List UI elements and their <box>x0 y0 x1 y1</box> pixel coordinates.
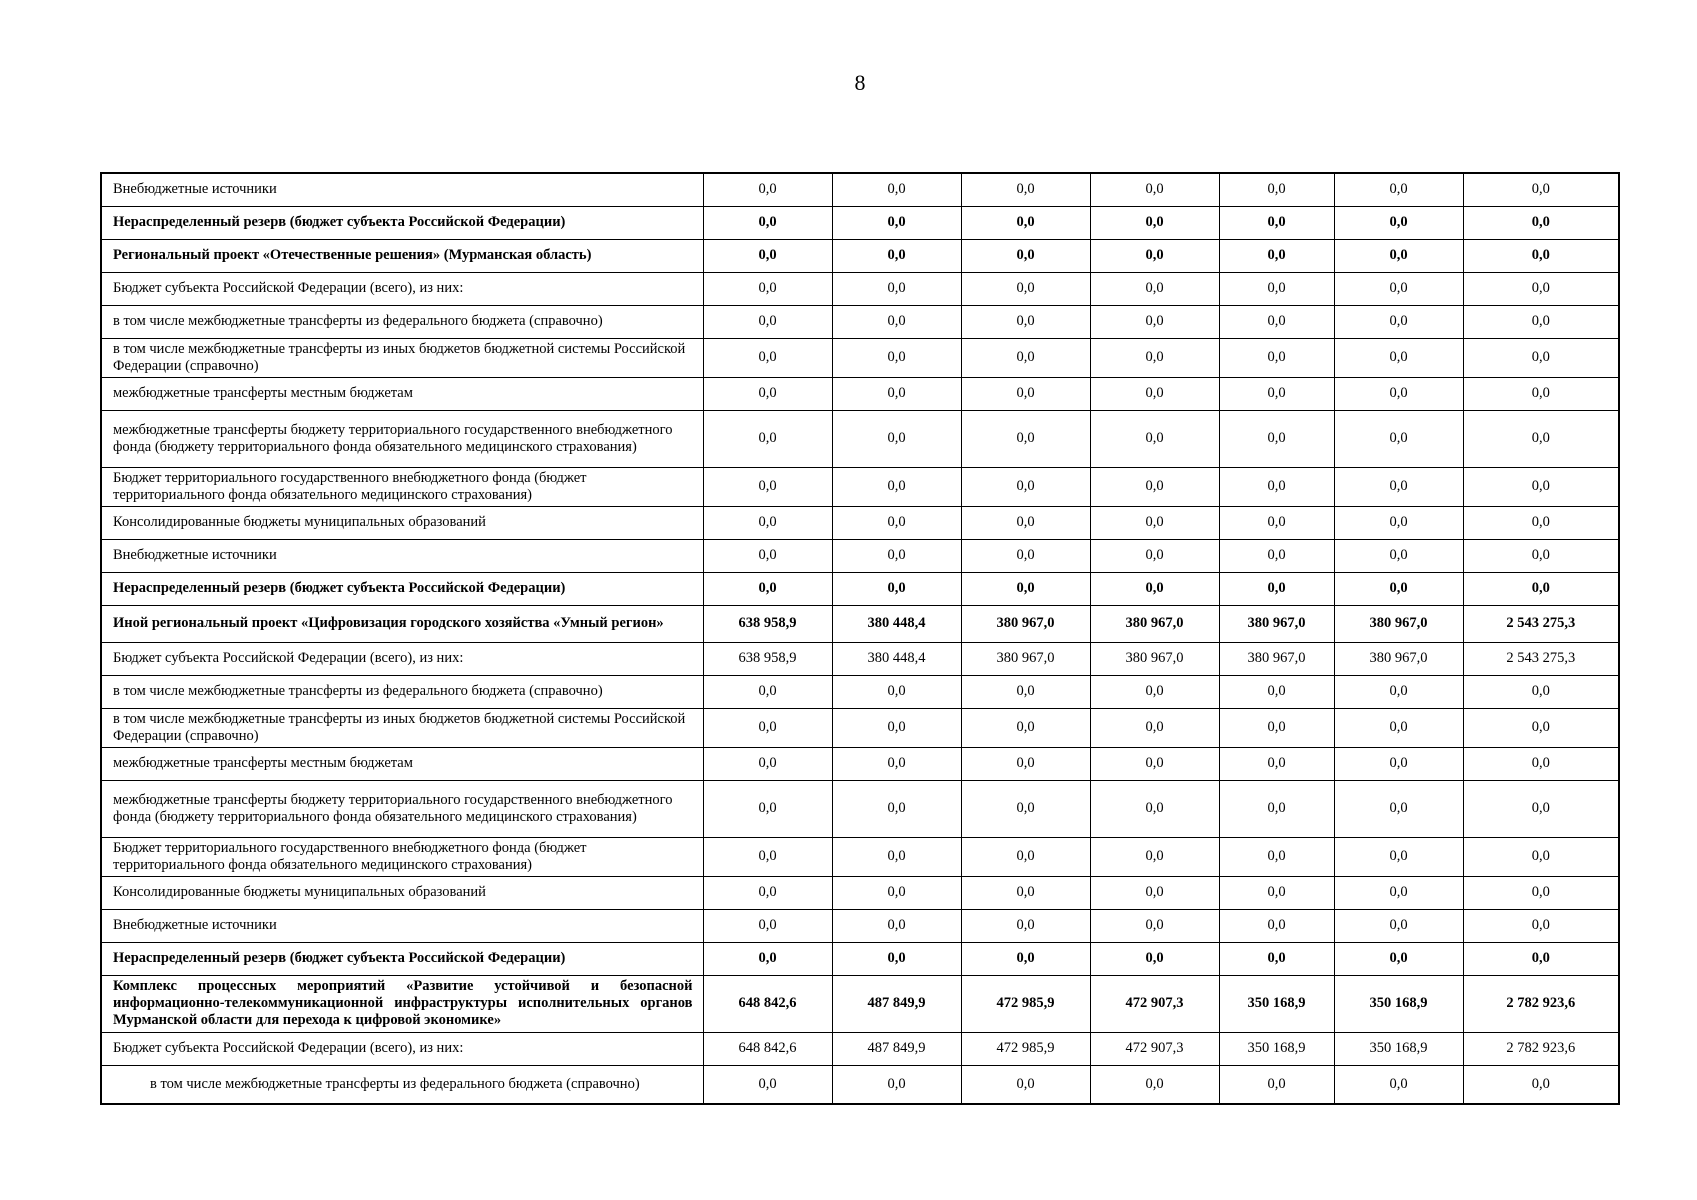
cell-value: 0,0 <box>832 539 961 572</box>
cell-value: 0,0 <box>1219 506 1334 539</box>
cell-value: 0,0 <box>1090 539 1219 572</box>
cell-value: 0,0 <box>703 239 832 272</box>
cell-value: 0,0 <box>1219 377 1334 410</box>
cell-total: 2 782 923,6 <box>1463 1032 1619 1065</box>
cell-value: 0,0 <box>1334 338 1463 377</box>
table-row <box>101 206 1619 239</box>
cell-value: 0,0 <box>1090 506 1219 539</box>
cell-total: 0,0 <box>1463 747 1619 780</box>
cell-value: 380 967,0 <box>1219 605 1334 642</box>
cell-value: 0,0 <box>703 539 832 572</box>
table-row <box>101 942 1619 975</box>
cell-value: 0,0 <box>832 239 961 272</box>
table-row <box>101 338 1619 377</box>
cell-value: 0,0 <box>961 410 1090 467</box>
page-number: 8 <box>854 70 866 95</box>
cell-value: 0,0 <box>832 675 961 708</box>
cell-value: 0,0 <box>703 876 832 909</box>
cell-value: 0,0 <box>961 173 1090 206</box>
table-row <box>101 642 1619 675</box>
table-row <box>101 837 1619 876</box>
cell-value: 0,0 <box>1090 338 1219 377</box>
cell-value: 0,0 <box>1219 305 1334 338</box>
cell-value: 0,0 <box>1334 747 1463 780</box>
cell-value: 638 958,9 <box>703 642 832 675</box>
cell-value: 0,0 <box>1334 837 1463 876</box>
cell-total: 0,0 <box>1463 272 1619 305</box>
cell-value: 0,0 <box>1219 909 1334 942</box>
cell-value: 380 967,0 <box>1090 605 1219 642</box>
cell-value: 350 168,9 <box>1219 1032 1334 1065</box>
cell-total: 0,0 <box>1463 506 1619 539</box>
cell-value: 0,0 <box>832 909 961 942</box>
table-row <box>101 675 1619 708</box>
cell-value: 648 842,6 <box>703 975 832 1032</box>
cell-total: 0,0 <box>1463 377 1619 410</box>
cell-value: 0,0 <box>1219 206 1334 239</box>
cell-value: 0,0 <box>1219 572 1334 605</box>
row-label: межбюджетные трансферты бюджету территориального государственного внебюджетного фонда (бюджету территориального фонда обязательного медицинского страхования) <box>101 410 703 467</box>
cell-value: 0,0 <box>961 206 1090 239</box>
table-row <box>101 305 1619 338</box>
row-label: Иной региональный проект «Цифровизация городского хозяйства «Умный регион» <box>101 605 703 642</box>
table-body <box>101 173 1619 1104</box>
cell-value: 0,0 <box>1090 837 1219 876</box>
cell-value: 0,0 <box>1334 467 1463 506</box>
cell-value: 0,0 <box>961 909 1090 942</box>
cell-value: 0,0 <box>1334 572 1463 605</box>
cell-value: 0,0 <box>961 837 1090 876</box>
cell-value: 0,0 <box>961 506 1090 539</box>
cell-value: 0,0 <box>961 539 1090 572</box>
cell-total: 0,0 <box>1463 876 1619 909</box>
cell-value: 0,0 <box>1334 377 1463 410</box>
cell-value: 0,0 <box>1334 708 1463 747</box>
cell-value: 380 967,0 <box>1090 642 1219 675</box>
row-label: Внебюджетные источники <box>101 539 703 572</box>
budget-table <box>100 172 1620 1105</box>
cell-value: 350 168,9 <box>1334 1032 1463 1065</box>
table-row <box>101 410 1619 467</box>
cell-value: 0,0 <box>1334 1065 1463 1104</box>
cell-value: 0,0 <box>1219 338 1334 377</box>
cell-value: 0,0 <box>1090 942 1219 975</box>
row-label: Бюджет субъекта Российской Федерации (всего), из них: <box>101 1032 703 1065</box>
table-row <box>101 780 1619 837</box>
cell-value: 0,0 <box>703 338 832 377</box>
table-row <box>101 539 1619 572</box>
cell-value: 380 967,0 <box>1334 642 1463 675</box>
cell-total: 0,0 <box>1463 239 1619 272</box>
row-label: межбюджетные трансферты местным бюджетам <box>101 377 703 410</box>
cell-total: 0,0 <box>1463 675 1619 708</box>
row-label: Бюджет территориального государственного внебюджетного фонда (бюджет территориального фонда обязательного медицинского страхования) <box>101 837 703 876</box>
cell-value: 0,0 <box>832 837 961 876</box>
cell-value: 0,0 <box>1219 675 1334 708</box>
cell-value: 0,0 <box>1334 206 1463 239</box>
cell-value: 0,0 <box>1334 780 1463 837</box>
row-label: Комплекс процессных мероприятий «Развитие устойчивой и безопасной информационно-телекоммуникационной инфраструктуры исполнительных органов Мурманской области для перехода к цифровой экономике» <box>101 975 703 1032</box>
cell-value: 0,0 <box>1090 305 1219 338</box>
cell-total: 0,0 <box>1463 708 1619 747</box>
row-label: Бюджет территориального государственного внебюджетного фонда (бюджет территориального фонда обязательного медицинского страхования) <box>101 467 703 506</box>
cell-value: 0,0 <box>703 173 832 206</box>
cell-total: 0,0 <box>1463 837 1619 876</box>
cell-value: 0,0 <box>703 206 832 239</box>
cell-value: 0,0 <box>703 377 832 410</box>
cell-total: 0,0 <box>1463 467 1619 506</box>
cell-value: 648 842,6 <box>703 1032 832 1065</box>
cell-value: 0,0 <box>832 206 961 239</box>
cell-value: 0,0 <box>961 708 1090 747</box>
cell-total: 0,0 <box>1463 305 1619 338</box>
table-row <box>101 272 1619 305</box>
cell-value: 0,0 <box>1219 1065 1334 1104</box>
cell-value: 0,0 <box>703 708 832 747</box>
cell-value: 0,0 <box>961 780 1090 837</box>
cell-value: 0,0 <box>1090 377 1219 410</box>
cell-value: 0,0 <box>1219 708 1334 747</box>
cell-value: 0,0 <box>703 305 832 338</box>
cell-value: 0,0 <box>832 506 961 539</box>
cell-value: 0,0 <box>1090 708 1219 747</box>
cell-value: 0,0 <box>1219 410 1334 467</box>
cell-value: 0,0 <box>832 338 961 377</box>
cell-value: 0,0 <box>1090 572 1219 605</box>
cell-value: 0,0 <box>832 572 961 605</box>
cell-value: 380 967,0 <box>1219 642 1334 675</box>
table-row <box>101 975 1619 1032</box>
table-row <box>101 747 1619 780</box>
cell-value: 0,0 <box>703 1065 832 1104</box>
cell-value: 0,0 <box>1090 876 1219 909</box>
row-label: Региональный проект «Отечественные решения» (Мурманская область) <box>101 239 703 272</box>
cell-value: 0,0 <box>1090 410 1219 467</box>
cell-value: 0,0 <box>961 675 1090 708</box>
cell-value: 0,0 <box>1334 239 1463 272</box>
row-label: в том числе межбюджетные трансферты из иных бюджетов бюджетной системы Российской Федерации (справочно) <box>101 708 703 747</box>
cell-total: 0,0 <box>1463 1065 1619 1104</box>
cell-value: 0,0 <box>1219 467 1334 506</box>
table-row <box>101 605 1619 642</box>
cell-total: 0,0 <box>1463 942 1619 975</box>
cell-value: 0,0 <box>961 747 1090 780</box>
row-label: Консолидированные бюджеты муниципальных образований <box>101 506 703 539</box>
cell-value: 350 168,9 <box>1334 975 1463 1032</box>
cell-total: 2 543 275,3 <box>1463 605 1619 642</box>
cell-value: 0,0 <box>832 708 961 747</box>
table-row <box>101 173 1619 206</box>
cell-value: 380 967,0 <box>1334 605 1463 642</box>
cell-value: 0,0 <box>1219 239 1334 272</box>
cell-value: 380 967,0 <box>961 605 1090 642</box>
cell-value: 0,0 <box>703 572 832 605</box>
row-label: Бюджет субъекта Российской Федерации (всего), из них: <box>101 642 703 675</box>
cell-total: 0,0 <box>1463 539 1619 572</box>
table-row <box>101 467 1619 506</box>
table-row <box>101 876 1619 909</box>
cell-value: 0,0 <box>961 305 1090 338</box>
cell-total: 0,0 <box>1463 410 1619 467</box>
cell-value: 0,0 <box>961 572 1090 605</box>
cell-value: 0,0 <box>703 467 832 506</box>
cell-value: 0,0 <box>1219 780 1334 837</box>
cell-value: 0,0 <box>1334 305 1463 338</box>
cell-value: 0,0 <box>961 1065 1090 1104</box>
cell-value: 0,0 <box>832 876 961 909</box>
cell-value: 0,0 <box>1334 909 1463 942</box>
row-label: Нераспределенный резерв (бюджет субъекта Российской Федерации) <box>101 206 703 239</box>
cell-value: 0,0 <box>832 272 961 305</box>
table-row <box>101 506 1619 539</box>
cell-value: 0,0 <box>961 377 1090 410</box>
cell-value: 0,0 <box>1334 272 1463 305</box>
cell-value: 0,0 <box>1090 909 1219 942</box>
cell-value: 0,0 <box>832 305 961 338</box>
cell-value: 380 448,4 <box>832 642 961 675</box>
cell-value: 0,0 <box>703 909 832 942</box>
table-row <box>101 909 1619 942</box>
row-label: Внебюджетные источники <box>101 909 703 942</box>
row-label: Нераспределенный резерв (бюджет субъекта Российской Федерации) <box>101 572 703 605</box>
cell-value: 0,0 <box>832 747 961 780</box>
cell-value: 0,0 <box>703 675 832 708</box>
row-label: в том числе межбюджетные трансферты из федерального бюджета (справочно) <box>101 305 703 338</box>
cell-value: 380 448,4 <box>832 605 961 642</box>
cell-value: 0,0 <box>1334 410 1463 467</box>
cell-value: 0,0 <box>1334 942 1463 975</box>
cell-total: 0,0 <box>1463 780 1619 837</box>
cell-value: 0,0 <box>1090 272 1219 305</box>
cell-value: 0,0 <box>1090 173 1219 206</box>
cell-value: 0,0 <box>832 467 961 506</box>
cell-value: 0,0 <box>703 747 832 780</box>
cell-value: 0,0 <box>961 942 1090 975</box>
cell-value: 0,0 <box>703 506 832 539</box>
cell-value: 487 849,9 <box>832 975 961 1032</box>
cell-value: 638 958,9 <box>703 605 832 642</box>
cell-total: 0,0 <box>1463 173 1619 206</box>
cell-value: 0,0 <box>832 410 961 467</box>
cell-value: 0,0 <box>703 837 832 876</box>
row-label: в том числе межбюджетные трансферты из иных бюджетов бюджетной системы Российской Федерации (справочно) <box>101 338 703 377</box>
cell-value: 0,0 <box>1334 506 1463 539</box>
cell-value: 0,0 <box>1219 876 1334 909</box>
cell-value: 0,0 <box>1334 173 1463 206</box>
cell-value: 0,0 <box>1090 675 1219 708</box>
cell-value: 0,0 <box>961 467 1090 506</box>
table-row <box>101 708 1619 747</box>
cell-value: 0,0 <box>832 377 961 410</box>
cell-value: 0,0 <box>1090 780 1219 837</box>
cell-value: 472 985,9 <box>961 1032 1090 1065</box>
table-row <box>101 377 1619 410</box>
cell-value: 0,0 <box>1219 837 1334 876</box>
table-row <box>101 239 1619 272</box>
row-label: Консолидированные бюджеты муниципальных образований <box>101 876 703 909</box>
row-label: Внебюджетные источники <box>101 173 703 206</box>
cell-value: 0,0 <box>1090 206 1219 239</box>
cell-value: 472 907,3 <box>1090 1032 1219 1065</box>
cell-value: 0,0 <box>1219 272 1334 305</box>
cell-value: 0,0 <box>1334 675 1463 708</box>
cell-value: 0,0 <box>1334 876 1463 909</box>
cell-value: 0,0 <box>1334 539 1463 572</box>
cell-total: 0,0 <box>1463 338 1619 377</box>
cell-value: 350 168,9 <box>1219 975 1334 1032</box>
cell-total: 2 543 275,3 <box>1463 642 1619 675</box>
cell-value: 0,0 <box>961 338 1090 377</box>
table-row <box>101 1032 1619 1065</box>
cell-value: 472 907,3 <box>1090 975 1219 1032</box>
cell-value: 0,0 <box>1090 239 1219 272</box>
cell-value: 0,0 <box>1219 942 1334 975</box>
cell-value: 0,0 <box>1090 747 1219 780</box>
cell-total: 0,0 <box>1463 206 1619 239</box>
cell-value: 0,0 <box>1219 747 1334 780</box>
row-label: в том числе межбюджетные трансферты из федерального бюджета (справочно) <box>101 1065 703 1104</box>
cell-value: 380 967,0 <box>961 642 1090 675</box>
table-row <box>101 572 1619 605</box>
cell-value: 0,0 <box>703 272 832 305</box>
cell-value: 0,0 <box>1219 173 1334 206</box>
cell-value: 472 985,9 <box>961 975 1090 1032</box>
cell-value: 0,0 <box>832 1065 961 1104</box>
row-label: Бюджет субъекта Российской Федерации (всего), из них: <box>101 272 703 305</box>
cell-value: 0,0 <box>832 780 961 837</box>
cell-value: 0,0 <box>1219 539 1334 572</box>
cell-value: 0,0 <box>1090 1065 1219 1104</box>
row-label: Нераспределенный резерв (бюджет субъекта Российской Федерации) <box>101 942 703 975</box>
cell-value: 0,0 <box>832 942 961 975</box>
table-row <box>101 1065 1619 1104</box>
cell-value: 0,0 <box>1090 467 1219 506</box>
cell-value: 0,0 <box>703 942 832 975</box>
cell-total: 2 782 923,6 <box>1463 975 1619 1032</box>
row-label: в том числе межбюджетные трансферты из федерального бюджета (справочно) <box>101 675 703 708</box>
cell-value: 0,0 <box>703 410 832 467</box>
row-label: межбюджетные трансферты бюджету территориального государственного внебюджетного фонда (бюджету территориального фонда обязательного медицинского страхования) <box>101 780 703 837</box>
cell-value: 0,0 <box>961 239 1090 272</box>
cell-value: 0,0 <box>961 876 1090 909</box>
row-label: межбюджетные трансферты местным бюджетам <box>101 747 703 780</box>
cell-value: 0,0 <box>832 173 961 206</box>
cell-value: 487 849,9 <box>832 1032 961 1065</box>
cell-total: 0,0 <box>1463 909 1619 942</box>
cell-value: 0,0 <box>961 272 1090 305</box>
cell-value: 0,0 <box>703 780 832 837</box>
cell-total: 0,0 <box>1463 572 1619 605</box>
